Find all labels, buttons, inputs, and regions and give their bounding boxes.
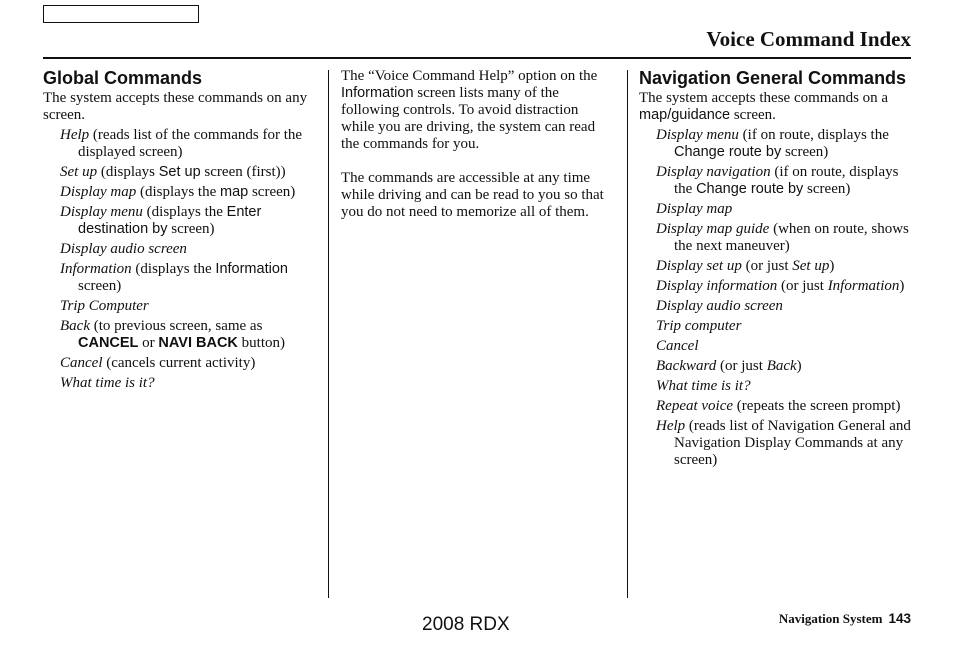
page-number: 143 — [888, 611, 911, 626]
command-entry: Display map guide (when on route, shows the next maneuver) — [656, 221, 909, 254]
title-divider — [43, 57, 911, 59]
command-entry: Display audio screen — [60, 241, 187, 257]
command-entry: Trip computer — [656, 318, 742, 334]
command-entry: Display menu (displays the Enter destination by screen) — [60, 204, 262, 237]
command-entry: Set up (displays Set up screen (first)) — [60, 164, 286, 180]
command-entry: Display map (displays the map screen) — [60, 184, 296, 200]
command-entry: Repeat voice (repeats the screen prompt) — [656, 398, 901, 414]
help-description-column — [341, 68, 613, 238]
section-name: Navigation System — [778, 611, 883, 626]
command-entry: Back (to previous screen, same as CANCEL or NAVI BACK button) — [60, 318, 285, 351]
page-footer — [779, 611, 911, 627]
command-entry: Display audio screen — [656, 298, 783, 314]
section-intro: The system accepts these commands on a map/guidance screen. — [639, 90, 889, 123]
page-title: Voice Command Index — [706, 27, 911, 51]
header-tab-box — [43, 5, 199, 23]
command-entry: Display menu (if on route, displays the Change route by screen) — [656, 127, 889, 160]
command-entry: Display map — [656, 201, 733, 217]
command-entry: Help (reads list of Navigation General and Navigation Display Commands at any screen) — [656, 418, 911, 468]
command-entry: Display set up (or just Set up) — [656, 258, 835, 274]
vehicle-model: 2008 RDX — [422, 614, 510, 635]
paragraph: The commands are accessible at any time while driving and can be read to you so that you do not need to memorize all of them. — [341, 170, 604, 220]
command-entry: Display information (or just Information) — [656, 278, 905, 294]
command-entry: Cancel — [656, 338, 699, 354]
navigation-commands-column — [639, 68, 911, 472]
command-entry: Display navigation (if on route, displays the Change route by screen) — [656, 164, 899, 197]
global-commands-column — [43, 68, 319, 395]
command-entry: Cancel (cancels current activity) — [60, 355, 256, 371]
section-heading: Navigation General Commands — [639, 68, 907, 88]
command-entry: What time is it? — [60, 375, 155, 391]
column-divider — [627, 70, 628, 598]
command-entry: Trip Computer — [60, 298, 149, 314]
command-entry: Backward (or just Back) — [656, 358, 802, 374]
column-divider — [328, 70, 329, 598]
section-intro: The system accepts these commands on any screen. — [43, 90, 308, 123]
command-entry: Help (reads list of the commands for the displayed screen) — [60, 127, 303, 160]
paragraph: The “Voice Command Help” option on the Information screen lists many of the following controls. To avoid distraction while you are driving, the system can read the commands for you. — [341, 68, 598, 152]
section-heading: Global Commands — [43, 68, 203, 88]
command-entry: What time is it? — [656, 378, 751, 394]
command-entry: Information (displays the Information screen) — [60, 261, 288, 294]
